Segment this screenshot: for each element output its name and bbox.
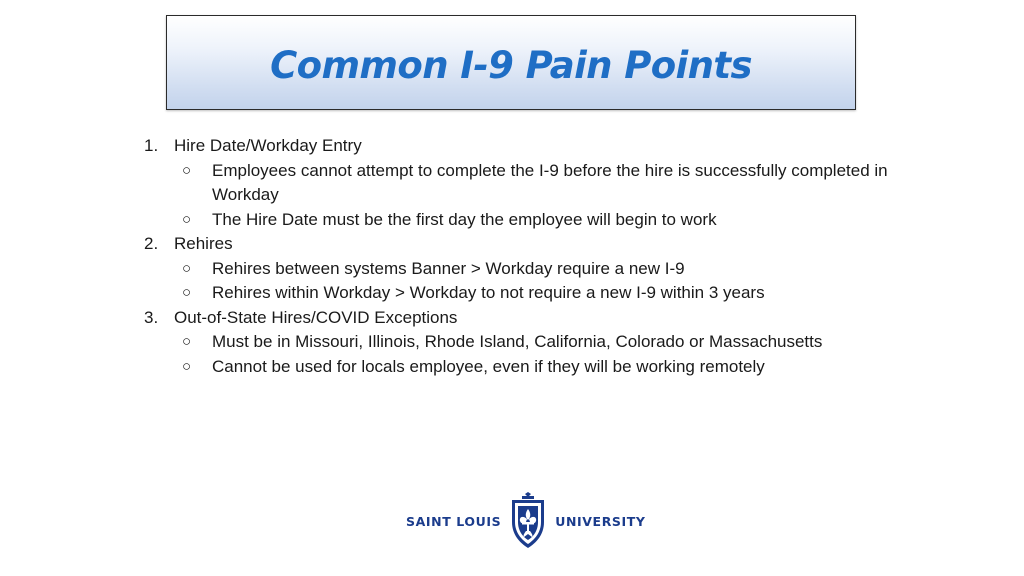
sub-list-item [174,257,902,282]
sub-item-text: Rehires between systems Banner > Workday require a new I-9 [212,258,685,278]
circle-bullet-icon: ○ [182,357,192,375]
circle-bullet-icon: ○ [182,210,192,228]
item-label: Rehires [174,234,233,253]
sub-list [174,159,902,233]
fleur-de-lis-shield-icon [509,492,547,550]
sub-item-text: The Hire Date must be the first day the employee will begin to work [212,209,717,229]
sub-list-item [174,330,902,355]
item-label: Out-of-State Hires/COVID Exceptions [174,307,458,327]
circle-bullet-icon: ○ [182,284,192,301]
sub-item-text: Rehires within Workday > Workday to not require a new I-9 within 3 years [212,283,765,302]
circle-bullet-icon: ○ [182,333,192,350]
slide-body [142,134,902,379]
sub-list-item [174,159,902,208]
sub-item-text: Cannot be used for locals employee, even if they will be working remotely [212,356,765,376]
circle-bullet-icon: ○ [182,259,192,277]
circle-bullet-icon: ○ [182,161,192,179]
university-logo [406,491,646,551]
title-banner [166,15,856,110]
sub-list [174,257,902,306]
sub-item-text: Employees cannot attempt to complete the I-9 before the hire is successfully completed in Workday [212,160,888,204]
sub-list-item [174,355,902,380]
sub-list-item [174,208,902,233]
item-label: Hire Date/Workday Entry [174,136,362,155]
list-item [142,232,902,306]
item-number: 2. [144,234,159,253]
slide-title: Common I-9 Pain Points [270,44,752,87]
sub-list-item [174,281,902,306]
logo-text-right: UNIVERSITY [555,513,646,529]
pain-points-list [142,134,902,379]
logo-text-left: SAINT LOUIS [406,513,502,529]
list-item [142,306,902,380]
item-number: 3. [144,307,159,327]
sub-list [174,330,902,379]
sub-item-text: Must be in Missouri, Illinois, Rhode Island, California, Colorado or Massachusetts [212,332,823,351]
list-item [142,134,902,232]
item-number: 1. [144,136,159,155]
